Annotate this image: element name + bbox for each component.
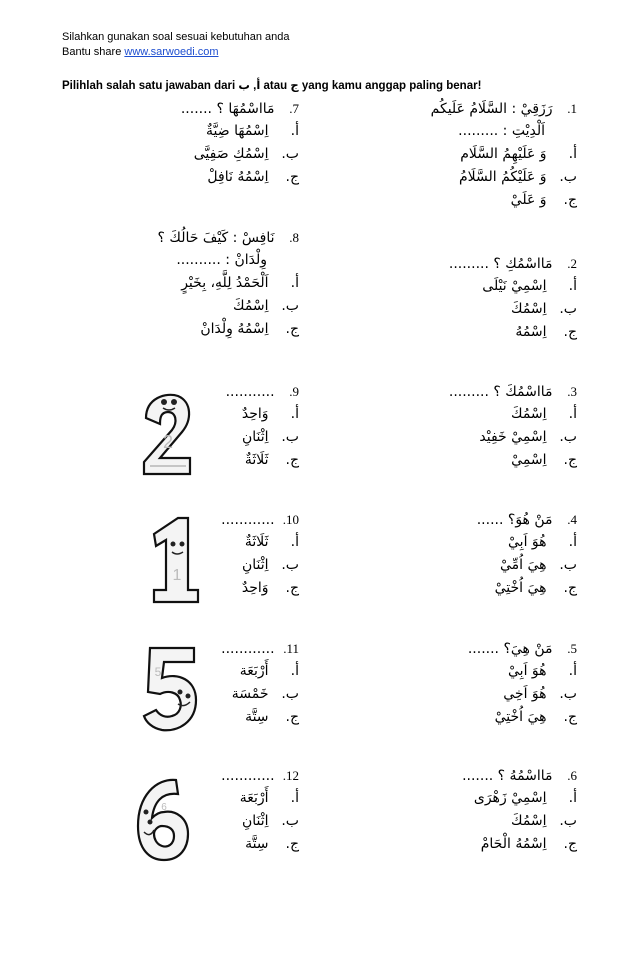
option-label: ج. bbox=[563, 580, 577, 596]
option-text[interactable]: وَ عَلَيْكُمُ السَّلَامُ bbox=[458, 169, 547, 185]
option-label: ج. bbox=[285, 321, 299, 337]
option-label: أ. bbox=[568, 790, 577, 806]
option-text[interactable]: اِسْمُهُ bbox=[515, 324, 547, 340]
option-label: ب. bbox=[281, 146, 299, 162]
question-3 bbox=[327, 380, 577, 472]
option-label: ب. bbox=[559, 301, 577, 317]
option-text[interactable]: اِثْنَانِ bbox=[241, 813, 269, 829]
question-5 bbox=[327, 637, 577, 729]
question-6 bbox=[327, 764, 577, 856]
question-1 bbox=[327, 97, 577, 212]
question-4 bbox=[327, 508, 577, 600]
question-stem-2: وِلْدَانْ : .......... bbox=[176, 252, 267, 268]
option-text[interactable]: هِيَ اُخْتِيْ bbox=[494, 709, 547, 725]
question-stem: مَنْ هُوَ؟ ...... bbox=[476, 512, 553, 528]
question-number: 3. bbox=[567, 384, 577, 399]
option-text[interactable]: اِسْمُهُ نَافِلْ bbox=[207, 169, 269, 185]
option-text[interactable]: اِثْنَانِ bbox=[241, 429, 269, 445]
question-2 bbox=[327, 252, 577, 344]
instruction-opt1: أ bbox=[256, 78, 261, 92]
question-stem-2: اَلْدِيْتِ : ......... bbox=[458, 123, 545, 139]
question-number: 5. bbox=[567, 641, 577, 656]
option-label: ج. bbox=[563, 324, 577, 340]
instruction-sep: , bbox=[249, 80, 257, 92]
question-8 bbox=[69, 226, 299, 341]
option-text[interactable]: اِسْمُكَ bbox=[511, 406, 547, 422]
option-label: ج. bbox=[285, 836, 299, 852]
option-text[interactable]: سِتَّة bbox=[245, 836, 269, 852]
picture-digit: 1 bbox=[172, 567, 182, 584]
website-link[interactable]: www.sarwoedi.com bbox=[124, 46, 219, 58]
option-text[interactable]: هِيَ اُمِّيْ bbox=[499, 557, 547, 573]
header-line-1: Silahkan gunakan soal sesuai kebutuhan anda bbox=[62, 31, 290, 43]
instruction-opt3: ج bbox=[290, 78, 299, 92]
option-text[interactable]: اَلْحَمْدُ لِلَّهِ، بِخَيْرٍ bbox=[181, 275, 269, 291]
instruction-atau: atau bbox=[260, 80, 291, 92]
question-stem: رَزَقِيْ : السَّلَامُ عَلَيكُم bbox=[430, 101, 553, 117]
question-stem: ............ bbox=[221, 512, 275, 528]
option-label: ج. bbox=[563, 452, 577, 468]
number-six-picture bbox=[130, 772, 194, 864]
option-text[interactable]: سِتَّة bbox=[245, 709, 269, 725]
option-text[interactable]: اِسْمُكَ bbox=[511, 301, 547, 317]
picture-digit: 5 bbox=[154, 665, 162, 679]
question-number: 4. bbox=[567, 512, 577, 527]
question-number: 2. bbox=[567, 256, 577, 271]
option-label: أ. bbox=[290, 663, 299, 679]
option-text[interactable]: اِسْمُهُ الْحَامْ bbox=[480, 836, 547, 852]
option-text[interactable]: اِسْمِيْ نَيْلَى bbox=[482, 278, 547, 294]
option-label: أ. bbox=[290, 123, 299, 139]
option-label: أ. bbox=[568, 278, 577, 294]
question-number: 9. bbox=[289, 384, 299, 399]
option-label: ب. bbox=[281, 686, 299, 702]
question-number: 12. bbox=[282, 768, 299, 783]
option-label: ب. bbox=[559, 686, 577, 702]
option-label: ج. bbox=[285, 709, 299, 725]
option-text[interactable]: وَ عَلَيْ bbox=[510, 192, 547, 208]
question-stem: مَااسْمُهُ ؟ ....... bbox=[462, 768, 553, 784]
number-one-picture bbox=[140, 514, 204, 606]
number-two-picture bbox=[136, 388, 200, 480]
question-number: 8. bbox=[289, 230, 299, 245]
option-text[interactable]: ثَلَاثَةٌ bbox=[244, 452, 269, 468]
option-text[interactable]: هِيَ اُخْتِيْ bbox=[494, 580, 547, 596]
option-text[interactable]: اِسْمُكَ bbox=[511, 813, 547, 829]
question-number: 7. bbox=[289, 101, 299, 116]
option-label: ب. bbox=[281, 557, 299, 573]
question-7 bbox=[99, 97, 299, 189]
option-label: ج. bbox=[285, 452, 299, 468]
option-label: ب. bbox=[281, 429, 299, 445]
option-text[interactable]: هُوَ اَبِيْ bbox=[508, 534, 547, 550]
option-text[interactable]: اِسْمُكِ صَفِيَّى bbox=[193, 146, 269, 162]
option-text[interactable]: اِسْمُهُ وِلْدَانْ bbox=[200, 321, 269, 337]
option-label: أ. bbox=[290, 275, 299, 291]
question-stem: ............ bbox=[221, 641, 275, 657]
option-label: ب. bbox=[281, 813, 299, 829]
option-label: ج. bbox=[563, 709, 577, 725]
instruction-after: yang kamu anggap paling benar! bbox=[298, 80, 482, 92]
option-label: أ. bbox=[290, 790, 299, 806]
option-text[interactable]: وَاحِدٌ bbox=[241, 580, 269, 596]
question-number: 10. bbox=[282, 512, 299, 527]
question-stem: ........... bbox=[225, 384, 275, 400]
option-label: أ. bbox=[568, 663, 577, 679]
instruction-before: Pilihlah salah satu jawaban dari bbox=[62, 80, 239, 92]
option-label: أ. bbox=[568, 534, 577, 550]
option-text[interactable]: ثَلَاثَةٌ bbox=[244, 534, 269, 550]
header-line-2 bbox=[62, 45, 219, 59]
option-text[interactable]: أَرْبَعَة bbox=[239, 663, 269, 679]
question-number: 11. bbox=[283, 641, 299, 656]
question-number: 1. bbox=[567, 101, 577, 116]
option-label: أ. bbox=[568, 406, 577, 422]
option-label: أ. bbox=[290, 534, 299, 550]
question-stem: مَنْ هِيَ؟ ....... bbox=[467, 641, 553, 657]
option-label: ب. bbox=[281, 298, 299, 314]
option-text[interactable]: وَاحِدٌ bbox=[241, 406, 269, 422]
number-five-picture bbox=[138, 642, 202, 734]
question-stem: مَااسْمُكَ ؟ ......... bbox=[448, 384, 553, 400]
option-label: ب. bbox=[559, 169, 577, 185]
option-text[interactable]: هُوَ اَبِيْ bbox=[508, 663, 547, 679]
question-stem: نَافِسْ : كَيْفَ حَالُكَ ؟ bbox=[157, 230, 275, 246]
option-text[interactable]: اِسْمُكَ bbox=[233, 298, 269, 314]
question-stem: ............ bbox=[221, 768, 275, 784]
option-label: ب. bbox=[559, 813, 577, 829]
option-label: أ. bbox=[290, 406, 299, 422]
option-text[interactable]: اِسْمِيْ bbox=[511, 452, 547, 468]
option-text[interactable]: اِثْنَانِ bbox=[241, 557, 269, 573]
option-label: ج. bbox=[563, 192, 577, 208]
option-label: ج. bbox=[285, 580, 299, 596]
option-text[interactable]: وَ عَلَيْهِمُ السَّلَام bbox=[460, 146, 547, 162]
question-stem: مَااسْمُهَا ؟ ....... bbox=[180, 101, 275, 117]
question-stem: مَااسْمُكِ ؟ ......... bbox=[448, 256, 553, 272]
option-label: ب. bbox=[559, 557, 577, 573]
option-text[interactable]: اِسْمِيْ زَهْرَى bbox=[473, 790, 547, 806]
option-label: أ. bbox=[568, 146, 577, 162]
option-text[interactable]: اِسْمُهَا ضِيَّةٌ bbox=[206, 123, 269, 139]
instruction-opt2: ب bbox=[238, 78, 250, 92]
option-text[interactable]: اِسْمِيْ خَفِيْد bbox=[479, 429, 547, 445]
option-text[interactable]: أَرْبَعَة bbox=[239, 790, 269, 806]
picture-digit: 2 bbox=[162, 432, 174, 452]
option-text[interactable]: هُوَ اَخِي bbox=[503, 686, 547, 702]
question-number: 6. bbox=[567, 768, 577, 783]
option-text[interactable]: خَمْسَة bbox=[231, 686, 269, 702]
instruction bbox=[62, 78, 481, 92]
picture-digit: 6 bbox=[161, 802, 167, 813]
header-share-prefix: Bantu share bbox=[62, 46, 125, 58]
option-label: ب. bbox=[559, 429, 577, 445]
option-label: ج. bbox=[563, 836, 577, 852]
option-label: ج. bbox=[285, 169, 299, 185]
